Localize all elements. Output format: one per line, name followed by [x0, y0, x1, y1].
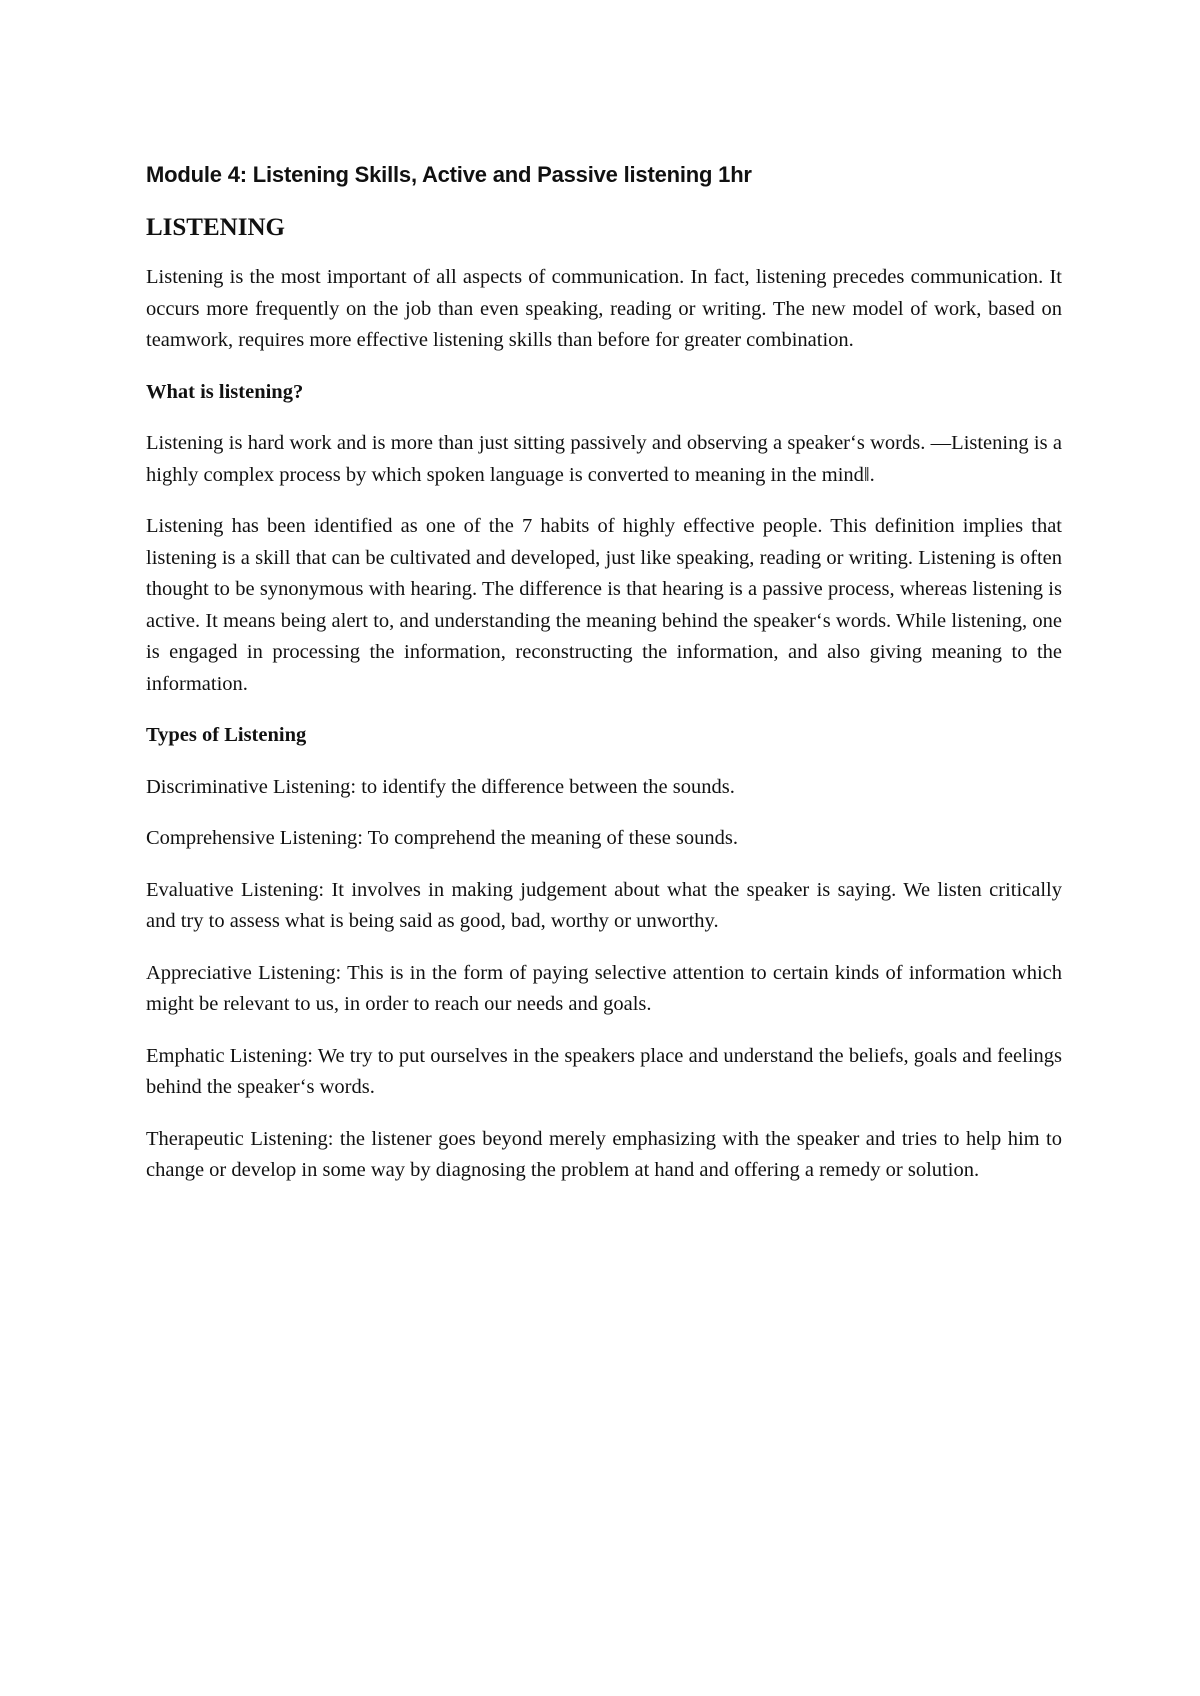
document-page [146, 160, 1062, 1207]
intro-paragraph: Listening is the most important of all aspects of communication. In fact, listening precedes communication. It occurs more frequently on the job than even speaking, reading or writing. The new model of work, based on teamwork, requires more effective listening skills than before for greater combination. [146, 266, 1062, 351]
type-evaluative: Evaluative Listening: It involves in making judgement about what the speaker is saying. We listen critically and try to assess what is being said as good, bad, worthy or unworthy. [146, 878, 1062, 932]
habits-paragraph: Listening has been identified as one of the 7 habits of highly effective people. This definition implies that listening is a skill that can be cultivated and developed, just like speaking, reading or writing. Listening is often thought to be synonymous with hearing. The difference is that hearing is a passive process, whereas listening is active. It means being alert to, and understanding the meaning behind the speaker‘s words. While listening, one is engaged in processing the information, reconstructing the information, and also giving meaning to the information. [146, 515, 1062, 695]
type-comprehensive: Comprehensive Listening: To comprehend the meaning of these sounds. [146, 827, 738, 849]
section-heading-listening: LISTENING [146, 214, 285, 241]
type-appreciative: Appreciative Listening: This is in the form of paying selective attention to certain kinds of information which might be relevant to us, in order to reach our needs and goals. [146, 961, 1062, 1015]
type-therapeutic: Therapeutic Listening: the listener goes beyond merely emphasizing with the speaker and tries to help him to change or develop in some way by diagnosing the problem at hand and offering a remedy or solution. [146, 1127, 1062, 1181]
type-discriminative: Discriminative Listening: to identify the difference between the sounds. [146, 775, 735, 798]
what-is-listening-paragraph: Listening is hard work and is more than just sitting passively and observing a speaker‘s words. ―Listening is a highly complex process by which spoken language is converted to meaning in the mind‖. [146, 432, 1062, 486]
types-of-listening-heading: Types of Listening [146, 724, 307, 746]
what-is-listening-heading: What is listening? [146, 380, 304, 403]
type-emphatic: Emphatic Listening: We try to put ourselves in the speakers place and understand the beliefs, goals and feelings behind the speaker‘s words. [146, 1044, 1062, 1098]
module-title: Module 4: Listening Skills, Active and Passive listening 1hr [146, 162, 752, 187]
